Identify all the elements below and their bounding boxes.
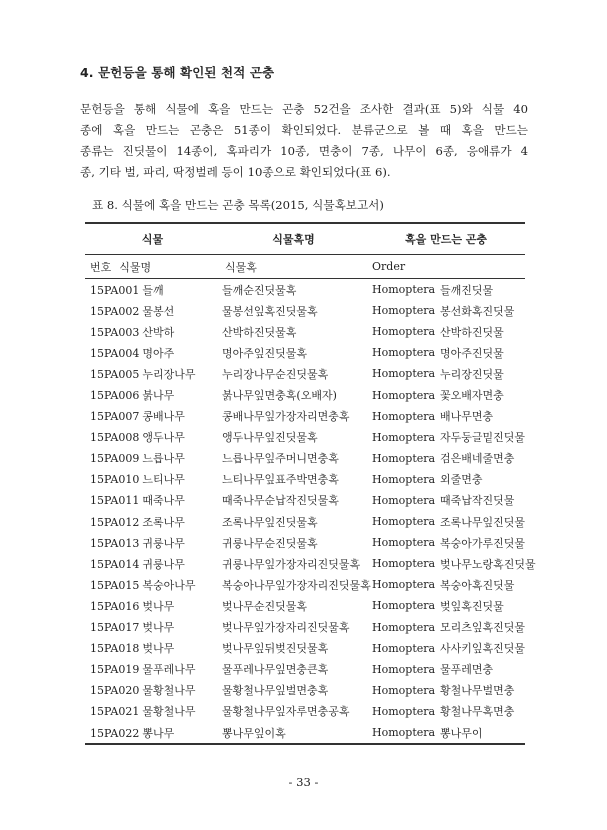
cell-number: 15PA012: [90, 515, 140, 529]
cell-plant-name: 귀룽나무: [142, 557, 185, 571]
cell-insect-species: 검은배네줄면충: [440, 452, 515, 466]
cell-number-and-plant: [85, 300, 220, 321]
cell-insect-species: 봉선화혹진딧물: [440, 304, 515, 318]
cell-order: Homoptera: [372, 346, 436, 360]
cell-gall-name: 조록나무잎진딧물혹: [222, 515, 318, 529]
table-row: [85, 406, 525, 427]
table-row: [85, 511, 525, 532]
cell-plant-name: 들깨: [142, 283, 164, 297]
cell-gall-name: 물봉선잎혹진딧물혹: [222, 304, 318, 318]
cell-number-and-plant: [85, 701, 220, 722]
cell-plant-name: 느릅나무: [142, 452, 185, 466]
cell-number-and-plant: [85, 617, 220, 638]
cell-plant-name: 명아주: [142, 346, 175, 360]
cell-number: 15PA013: [90, 536, 140, 550]
paragraph-line: 종에 혹을 만드는 곤충은 51종이 확인되었다. 분류군으로 볼 때 혹을 만드는: [80, 123, 528, 137]
cell-order: Homoptera: [372, 304, 436, 318]
cell-order: Homoptera: [372, 409, 436, 423]
cell-gall-name: 귀룽나무순진딧물혹: [222, 536, 318, 550]
table-row: [85, 427, 525, 448]
body-paragraph: [80, 99, 528, 183]
column-header-number-label: 번호: [90, 260, 112, 274]
cell-gall-name: 귀룽나무잎가장자리진딧물혹: [222, 557, 361, 571]
table-row: [85, 553, 525, 574]
cell-number: 15PA008: [90, 431, 140, 445]
cell-number: 15PA007: [90, 410, 140, 424]
cell-gall-name: 벚나무순진딧물혹: [222, 599, 308, 613]
column-header-gall: 식물혹: [220, 255, 367, 279]
cell-insect-species: 물푸레면충: [440, 663, 494, 677]
table-row: [85, 680, 525, 701]
cell-gall-name: 느릅나무잎주머니면충혹: [222, 452, 339, 466]
cell-insect-species: 모리츠잎혹진딧물: [440, 621, 526, 635]
cell-number-and-plant: [85, 574, 220, 595]
cell-order: Homoptera: [372, 515, 436, 529]
cell-insect-species: 벚잎혹진딧물: [440, 599, 504, 613]
cell-number-and-plant: [85, 680, 220, 701]
cell-plant-name: 산박하: [142, 325, 175, 339]
cell-number-and-plant: [85, 342, 220, 363]
cell-order: Homoptera: [372, 388, 436, 402]
gall-insect-table: [85, 222, 536, 745]
column-header-order: Order: [367, 255, 435, 279]
cell-order: Homoptera: [372, 683, 436, 697]
cell-gall-name: 붉나무잎면충혹(오배자): [222, 389, 337, 403]
cell-number-and-plant: [85, 638, 220, 659]
cell-number-and-plant: [85, 511, 220, 532]
cell-plant-name: 벚나무: [142, 599, 175, 613]
cell-gall-name: 물황철나무잎자루면충공혹: [222, 705, 350, 719]
table-row: [85, 490, 525, 511]
cell-number: 15PA004: [90, 346, 140, 360]
cell-number-and-plant: [85, 659, 220, 680]
cell-order: Homoptera: [367, 722, 435, 744]
cell-insect-species: 사사키잎혹진딧물: [440, 642, 526, 656]
cell-number: 15PA005: [90, 367, 140, 381]
cell-number: 15PA019: [90, 663, 140, 677]
cell-number: 15PA022: [90, 726, 140, 740]
cell-number-and-plant: [85, 448, 220, 469]
cell-plant-name: 앵두나무: [142, 431, 185, 445]
cell-plant-name: 때죽나무: [142, 494, 185, 508]
cell-insect-species: 황철나무벌면충: [440, 684, 515, 698]
column-header-row: [85, 255, 525, 279]
category-header-row: [85, 223, 525, 255]
cell-insect-species: 복숭아가루진딧물: [440, 536, 526, 550]
column-header-number: [85, 255, 220, 279]
cell-number: 15PA018: [90, 642, 140, 656]
cell-number-and-plant: [85, 722, 220, 744]
cell-order: Homoptera: [372, 493, 436, 507]
cell-gall-name: 복숭아나무잎가장자리진딧물혹: [222, 578, 371, 592]
cell-number: 15PA010: [90, 473, 140, 487]
cell-plant-name: 귀룽나무: [142, 536, 185, 550]
cell-gall-name: 누리장나무순진딧물혹: [222, 367, 329, 381]
section-heading: 4. 문헌등을 통해 확인된 천적 곤충: [80, 65, 275, 80]
cell-number-and-plant: [85, 532, 220, 553]
cell-order: Homoptera: [372, 325, 436, 339]
cell-insect-species: 벚나무노랑혹진딧물: [440, 557, 536, 571]
cell-plant-name: 붉나무: [142, 389, 175, 403]
cell-number-and-plant: [85, 406, 220, 427]
category-plant: 식물: [85, 223, 220, 255]
cell-insect-species: 누리장진딧물: [440, 367, 504, 381]
cell-insect-species: 명아주진딧물: [440, 346, 504, 360]
cell-gall-name: 물황철나무잎벌면충혹: [222, 684, 329, 698]
table-row: [85, 638, 525, 659]
cell-number: 15PA017: [90, 621, 140, 635]
table-row: [85, 574, 525, 595]
cell-order: Homoptera: [372, 704, 436, 718]
cell-gall-name: 느티나무잎표주박면충혹: [222, 473, 339, 487]
cell-number-and-plant: [85, 469, 220, 490]
table-row: [85, 659, 525, 680]
cell-gall-name: 물푸레나무잎면충큰혹: [222, 663, 329, 677]
cell-number: 15PA016: [90, 599, 140, 613]
cell-insect-species: 배나무면충: [440, 410, 494, 424]
table-row: [85, 384, 525, 405]
category-gall-insect: 혹을 만드는 곤충: [367, 223, 525, 255]
cell-plant-name: 벚나무: [142, 642, 175, 656]
cell-number-and-plant: [85, 321, 220, 342]
cell-order: Homoptera: [372, 430, 436, 444]
table-row: [85, 532, 525, 553]
cell-number-and-plant: [85, 363, 220, 384]
cell-number: 15PA009: [90, 452, 140, 466]
cell-number: 15PA006: [90, 389, 140, 403]
cell-number: 15PA001: [90, 283, 140, 297]
cell-plant-name: 물봉선: [142, 304, 175, 318]
cell-order: Homoptera: [372, 620, 436, 634]
cell-gall-name: 산박하진딧물혹: [222, 325, 297, 339]
cell-plant-name: 물황철나무: [142, 705, 196, 719]
table-row: [85, 300, 525, 321]
cell-gall-name: 벚나무잎가장자리진딧물혹: [222, 621, 350, 635]
table-row: [85, 321, 525, 342]
cell-number-and-plant: [85, 595, 220, 616]
column-header-species: [435, 255, 525, 279]
paragraph-line: 종, 기타 벌, 파리, 딱정벌레 등이 10종으로 확인되었다(표 6).: [80, 165, 391, 179]
table-row: [85, 342, 525, 363]
cell-insect-species: 꽃오배자면충: [440, 389, 504, 403]
table-row: [85, 448, 525, 469]
cell-gall-name: 명아주잎진딧물혹: [222, 346, 308, 360]
cell-number: 15PA003: [90, 325, 140, 339]
table-row: [85, 279, 525, 301]
cell-gall-name: 앵두나무잎진딧물혹: [222, 431, 318, 445]
cell-order: Homoptera: [372, 536, 436, 550]
cell-plant-name: 물황철나무: [142, 684, 196, 698]
cell-order: Homoptera: [372, 557, 436, 571]
cell-insect-species: 뽕나무이: [435, 722, 525, 744]
category-gall-name: 식물혹명: [220, 223, 367, 255]
cell-plant-name: 조록나무: [142, 515, 185, 529]
cell-plant-name: 뽕나무: [142, 726, 175, 740]
cell-number: 15PA002: [90, 304, 140, 318]
cell-number-and-plant: [85, 490, 220, 511]
cell-insect-species: 때죽납작진딧물: [440, 494, 515, 508]
cell-gall-name: 때죽나무순납작진딧물혹: [222, 494, 339, 508]
column-header-plant-name: 식물명: [119, 260, 152, 274]
table-row: [85, 595, 525, 616]
cell-insect-species: 황철나무혹면충: [440, 705, 515, 719]
cell-gall-name: 콩배나무잎가장자리면충혹: [222, 410, 350, 424]
table-body: [85, 279, 536, 745]
cell-insect-species: 산박하진딧물: [440, 325, 504, 339]
cell-number: 15PA014: [90, 557, 140, 571]
cell-number-and-plant: [85, 427, 220, 448]
cell-plant-name: 벚나무: [142, 621, 175, 635]
cell-insect-species: 들깨진딧물: [440, 283, 494, 297]
table-row: [85, 722, 525, 744]
table-row: [85, 363, 525, 384]
cell-order: Homoptera: [372, 578, 436, 592]
cell-number: 15PA021: [90, 705, 140, 719]
cell-order: Homoptera: [372, 599, 436, 613]
cell-order: Homoptera: [372, 367, 436, 381]
cell-insect-species: 자두둥글밑진딧물: [440, 431, 526, 445]
cell-number: 15PA011: [90, 494, 140, 508]
cell-number: 15PA020: [90, 684, 140, 698]
cell-insect-species: 복숭아혹진딧물: [440, 578, 515, 592]
cell-number-and-plant: [85, 553, 220, 574]
paragraph-line: 문헌등을 통해 식물에 혹을 만드는 곤충 52건을 조사한 결과(표 5)와 식물 40: [80, 102, 528, 116]
cell-gall-name: 들깨순진딧물혹: [222, 283, 297, 297]
paragraph-line: 종류는 진딧물이 14종이, 혹파리가 10종, 면충이 7종, 나무이 6종, 응애류가 4: [80, 144, 528, 158]
cell-plant-name: 콩배나무: [142, 410, 185, 424]
cell-order: Homoptera: [372, 451, 436, 465]
cell-order: Homoptera: [372, 662, 436, 676]
cell-number-and-plant: [85, 279, 220, 301]
cell-order: Homoptera: [372, 472, 436, 486]
cell-number: 15PA015: [90, 578, 140, 592]
cell-gall-name: 뽕나무잎이혹: [220, 722, 367, 744]
cell-number-and-plant: [85, 384, 220, 405]
cell-gall-name: 벚나무잎뒤벚진딧물혹: [222, 642, 329, 656]
cell-plant-name: 물푸레나무: [142, 663, 196, 677]
table-caption: 표 8. 식물에 혹을 만드는 곤충 목록(2015, 식물혹보고서): [92, 198, 384, 212]
cell-plant-name: 느티나무: [142, 473, 185, 487]
cell-plant-name: 누리장나무: [142, 367, 196, 381]
page-number: - 33 -: [288, 775, 319, 789]
table-row: [85, 469, 525, 490]
table-row: [85, 617, 525, 638]
cell-plant-name: 복숭아나무: [142, 578, 196, 592]
table-row: [85, 701, 525, 722]
cell-order: Homoptera: [372, 641, 436, 655]
cell-insect-species: 외줄면충: [440, 473, 483, 487]
cell-insect-species: 조록나무잎진딧물: [440, 515, 526, 529]
cell-order: Homoptera: [372, 283, 436, 297]
